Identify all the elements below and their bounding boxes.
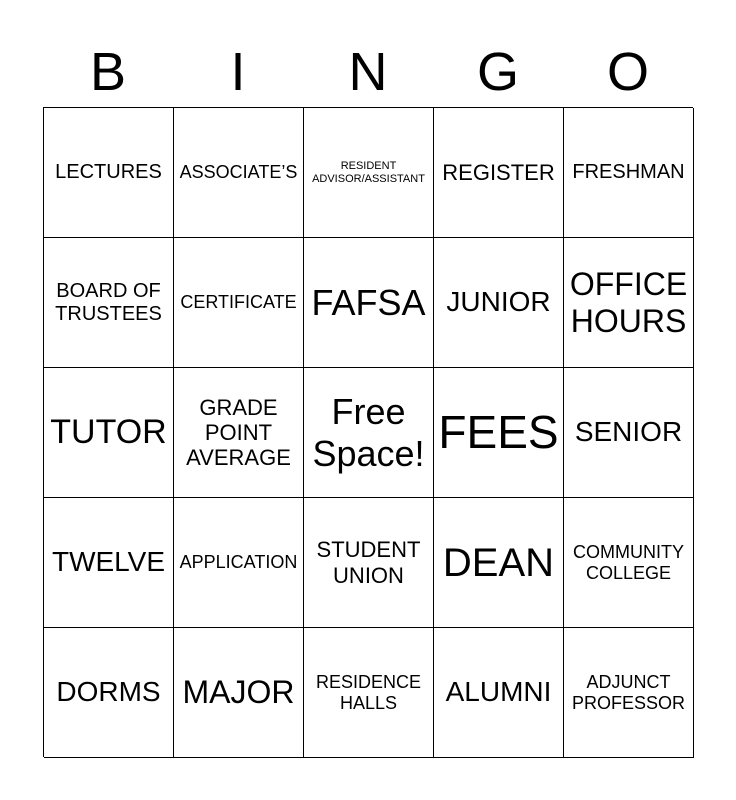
bingo-cell: ASSOCIATE’S bbox=[174, 108, 304, 238]
header-letter: I bbox=[230, 42, 246, 102]
bingo-grid bbox=[43, 107, 693, 757]
header-letter: N bbox=[348, 42, 388, 102]
bingo-cell: SENIOR bbox=[564, 368, 694, 498]
bingo-cell: RESIDENT ADVISOR/ASSISTANT bbox=[304, 108, 434, 238]
bingo-cell: JUNIOR bbox=[434, 238, 564, 368]
bingo-cell: GRADE POINT AVERAGE bbox=[174, 368, 304, 498]
bingo-cell: REGISTER bbox=[434, 108, 564, 238]
bingo-cell: OFFICE HOURS bbox=[564, 238, 694, 368]
header-letter: B bbox=[89, 42, 127, 102]
bingo-cell: FRESHMAN bbox=[564, 108, 694, 238]
bingo-cell: FAFSA bbox=[304, 238, 434, 368]
bingo-cell: RESIDENCE HALLS bbox=[304, 628, 434, 758]
bingo-cell: DEAN bbox=[434, 498, 564, 628]
bingo-cell: APPLICATION bbox=[174, 498, 304, 628]
bingo-cell: TWELVE bbox=[44, 498, 174, 628]
header-letter: O bbox=[606, 42, 649, 102]
bingo-cell: DORMS bbox=[44, 628, 174, 758]
bingo-cell: FEES bbox=[434, 368, 564, 498]
bingo-cell: TUTOR bbox=[44, 368, 174, 498]
bingo-cell: ADJUNCT PROFESSOR bbox=[564, 628, 694, 758]
bingo-cell: MAJOR bbox=[174, 628, 304, 758]
bingo-cell: ALUMNI bbox=[434, 628, 564, 758]
bingo-cell: STUDENT UNION bbox=[304, 498, 434, 628]
bingo-cell: BOARD OF TRUSTEES bbox=[44, 238, 174, 368]
bingo-header bbox=[43, 40, 693, 104]
header-letter: G bbox=[476, 42, 519, 102]
bingo-cell: CERTIFICATE bbox=[174, 238, 304, 368]
bingo-cell: COMMUNITY COLLEGE bbox=[564, 498, 694, 628]
bingo-cell: LECTURES bbox=[44, 108, 174, 238]
free-space-cell: Free Space! bbox=[304, 368, 434, 498]
